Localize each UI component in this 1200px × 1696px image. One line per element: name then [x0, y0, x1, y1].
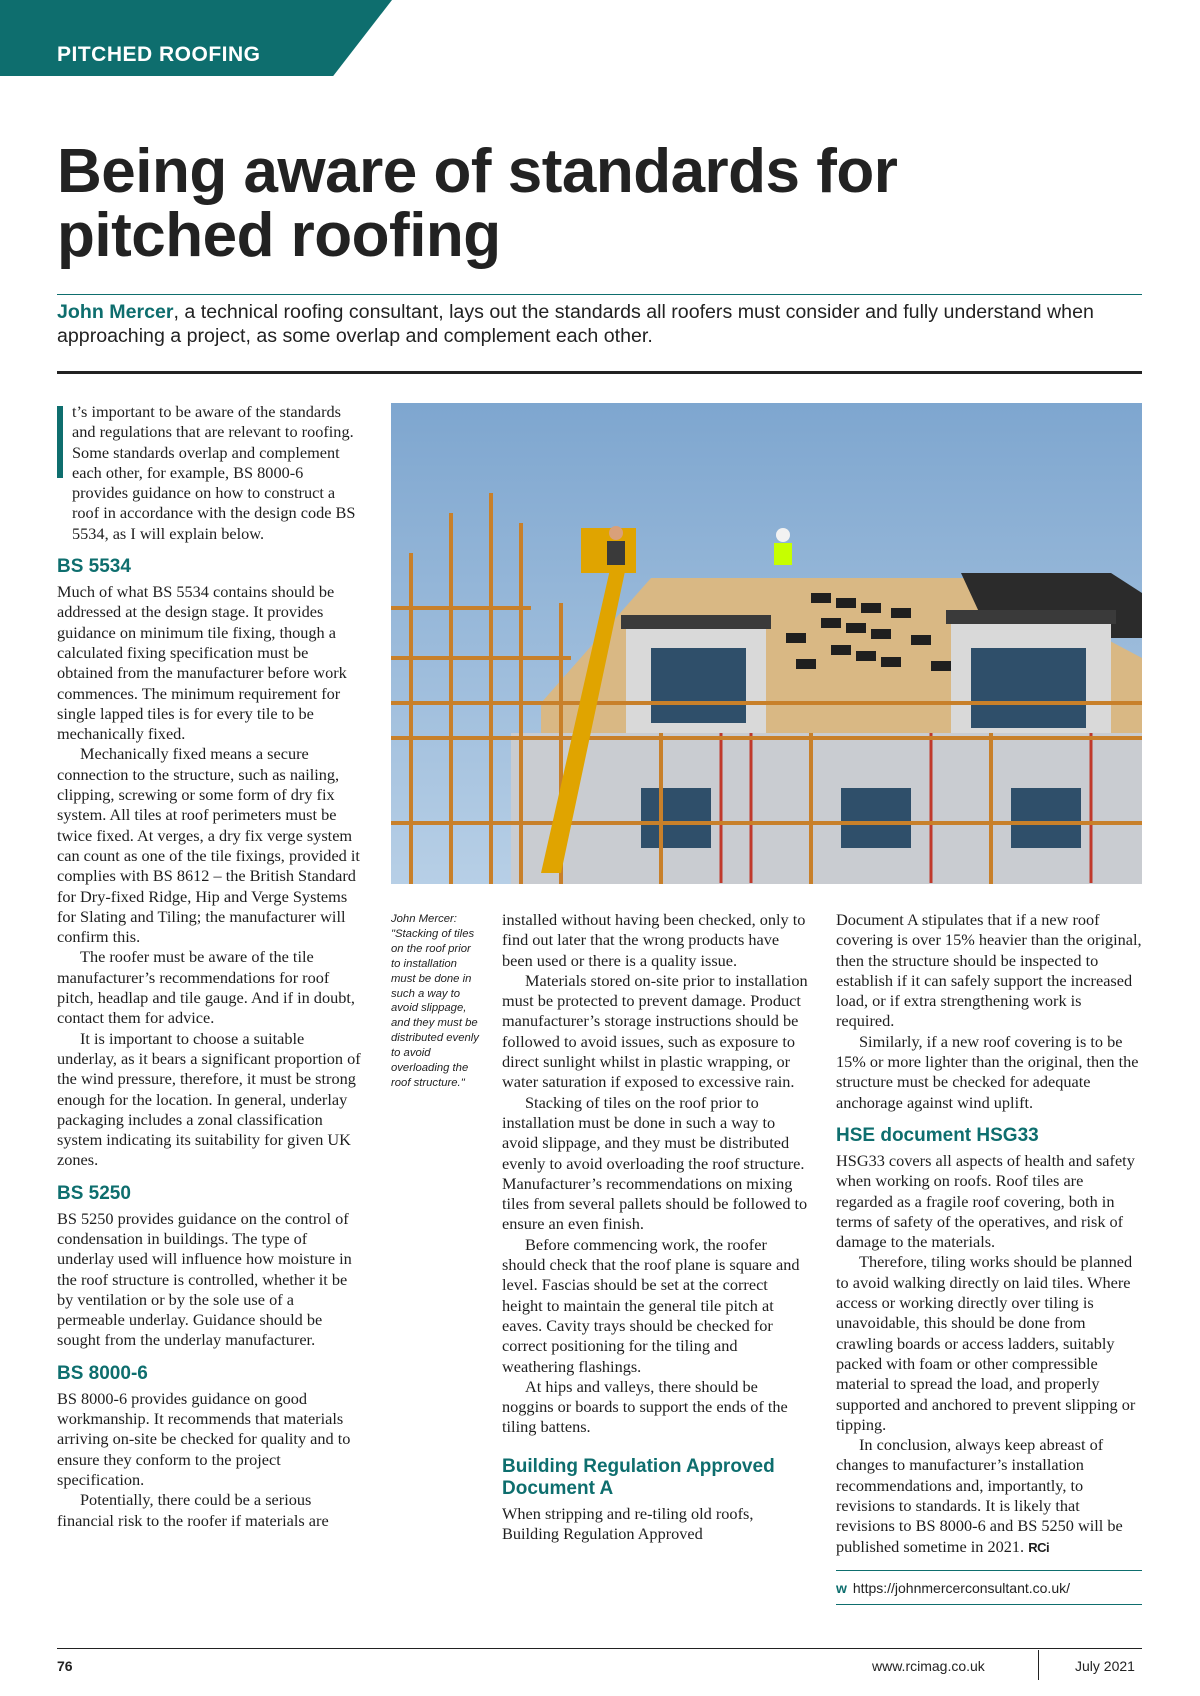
paragraph: Mechanically fixed means a secure connection to the structure, such as nailing, clipping, screwing or some form of dry fix system. All tiles at roof perimeters must be twice fixed. At verges, a dry fix verge system can count as one of the tile fixings, provided it complies with BS 8612 – the British Standard for Dry-fixed Ridge, Hip and Verge Systems for Slating and Tiling; the manufacturer will confirm this. — [57, 744, 360, 947]
title-divider — [57, 294, 1142, 295]
photo-caption: John Mercer: "Stacking of tiles on the roof prior to installation must be done in such a way to avoid slippage, and they must be distributed evenly to avoid overloading the roof structure." — [391, 913, 479, 1089]
footer-separator — [1038, 1650, 1039, 1680]
column-left — [57, 402, 363, 1531]
photo-illustration — [391, 403, 1142, 884]
paragraph: It is important to choose a suitable underlay, as it bears a significant proportion of the wind pressure, therefore, it must be strong enough for the location. In general, underlay packaging includes a zonal classification system indicating its suitability for given UK zones. — [57, 1028, 361, 1170]
footer-divider — [57, 1648, 1142, 1649]
paragraph: HSG33 covers all aspects of health and safety when working on roofs. Roof tiles are regarded as a fragile roof covering, both in terms of safety of the operatives, and risk of damage to the materials. — [836, 1150, 1135, 1252]
web-label: w — [836, 1580, 847, 1596]
standfirst — [57, 300, 1142, 348]
paragraph — [836, 1435, 1142, 1558]
section-tab-label: PITCHED ROOFING — [57, 43, 261, 66]
paragraph: At hips and valleys, there should be noggins or boards to support the ends of the tiling battens. — [502, 1376, 788, 1437]
paragraph: The roofer must be aware of the tile manufacturer’s recommendations for roof pitch, headlap and tile gauge. And if in doubt, contact them for advice. — [57, 947, 355, 1028]
paragraph: Document A stipulates that if a new roof covering is over 15% heavier than the original, then the structure should be inspected to establish if it can safely support the increased load, or if extra strengthening work is required. — [836, 910, 1142, 1031]
web-divider-top — [836, 1570, 1142, 1571]
column-right — [836, 910, 1142, 1558]
footer-website[interactable]: www.rcimag.co.uk — [872, 1658, 985, 1674]
intro-text: t’s important to be aware of the standards and regulations that are relevant to roofing. Some standards overlap and complement each other, for example, BS 8000-6 provides guidance on how to construct a roof in accordance with the design code BS 5534, as I will explain below. — [72, 402, 356, 543]
conclusion-text: In conclusion, always keep abreast of changes to manufacturer’s installation recommendations and, importantly, to revisions to standards. It is likely that revisions to BS 8000-6 and BS 5250 will be published sometime in 2021. — [836, 1435, 1123, 1556]
page-number: 76 — [57, 1658, 73, 1674]
web-divider-bottom — [836, 1604, 1142, 1605]
heading-hse-hsg33: HSE document HSG33 — [836, 1124, 1039, 1146]
heading-bs8000-6: BS 8000-6 — [57, 1362, 148, 1384]
author-name: John Mercer — [57, 301, 174, 323]
paragraph: BS 5250 provides guidance on the control of condensation in buildings. The type of underlay used will influence how moisture in the roof structure is controlled, whether it be by ventilation or by the sole use of a permeable underlay. Guidance should be sought from the underlay manufacturer. — [57, 1208, 352, 1350]
heading-bs5534: BS 5534 — [57, 556, 131, 578]
rci-end-logo: RCi — [1028, 1539, 1050, 1555]
standfirst-text: , a technical roofing consultant, lays out the standards all roofers must consider and fully understand when approaching a project, as some overlap and complement each other. — [57, 301, 1094, 347]
standfirst-divider — [57, 371, 1142, 374]
paragraph: Much of what BS 5534 contains should be addressed at the design stage. It provides guidance on minimum tile fixing, though a calculated fixing specification must be obtained from the manufacturer before work commences. The minimum requirement for single lapped tiles is for every tile to be mechanically fixed. — [57, 582, 347, 744]
paragraph: Potentially, there could be a serious financial risk to the roofer if materials are — [57, 1490, 329, 1530]
paragraph: Stacking of tiles on the roof prior to installation must be done in such a way to avoid slippage, and they must be distributed evenly to avoid overloading the roof structure. Manufacturer’s recommendations on mixing tiles from several pallets should be followed to ensure an even finish. — [502, 1092, 808, 1234]
roof-construction-photo — [391, 403, 1142, 884]
issue-date: July 2021 — [1075, 1658, 1135, 1674]
paragraph: Therefore, tiling works should be planned to avoid walking directly on laid tiles. Where access or working directly over tiling is unavoidable, this should be done from crawling boards or access ladders, suitably packed with foam or other compressible material to spread the load, and properly supported and anchored to prevent slipping or tipping. — [836, 1252, 1136, 1434]
paragraph: BS 8000-6 provides guidance on good workmanship. It recommends that materials arriving on-site be checked for quality and to ensure they conform to the project specification. — [57, 1388, 351, 1489]
paragraph: Similarly, if a new roof covering is to be 15% or more lighter than the original, then the structure must be checked for adequate anchorage against wind uplift. — [836, 1031, 1139, 1112]
paragraph: When stripping and re-tiling old roofs, Building Regulation Approved — [502, 1503, 754, 1544]
heading-bs5250: BS 5250 — [57, 1182, 131, 1204]
paragraph: installed without having been checked, only to find out later that the wrong products have been used or there is a quality issue. — [502, 910, 806, 970]
article-title: Being aware of standards for pitched roofing — [57, 137, 898, 270]
website-reference — [836, 1580, 1142, 1596]
column-middle — [502, 910, 808, 1544]
heading-approved-document-a: Building Regulation Approved Document A — [502, 1455, 775, 1499]
paragraph: Before commencing work, the roofer should check that the roof plane is square and level. Fascias should be set at the correct height to maintain the general tile pitch at eaves. Cavity trays should be checked for correct positioning for the tiling and weathering flashings. — [502, 1234, 800, 1376]
paragraph: Materials stored on-site prior to installation must be protected to prevent damage. Product manufacturer’s storage instructions should be followed to avoid issues, such as exposure to direct sunlight whilst in plastic wrapping, or water saturation if exposed to excessive rain. — [502, 970, 808, 1092]
website-link[interactable]: https://johnmercerconsultant.co.uk/ — [852, 1580, 1070, 1596]
intro-paragraph — [57, 402, 363, 544]
